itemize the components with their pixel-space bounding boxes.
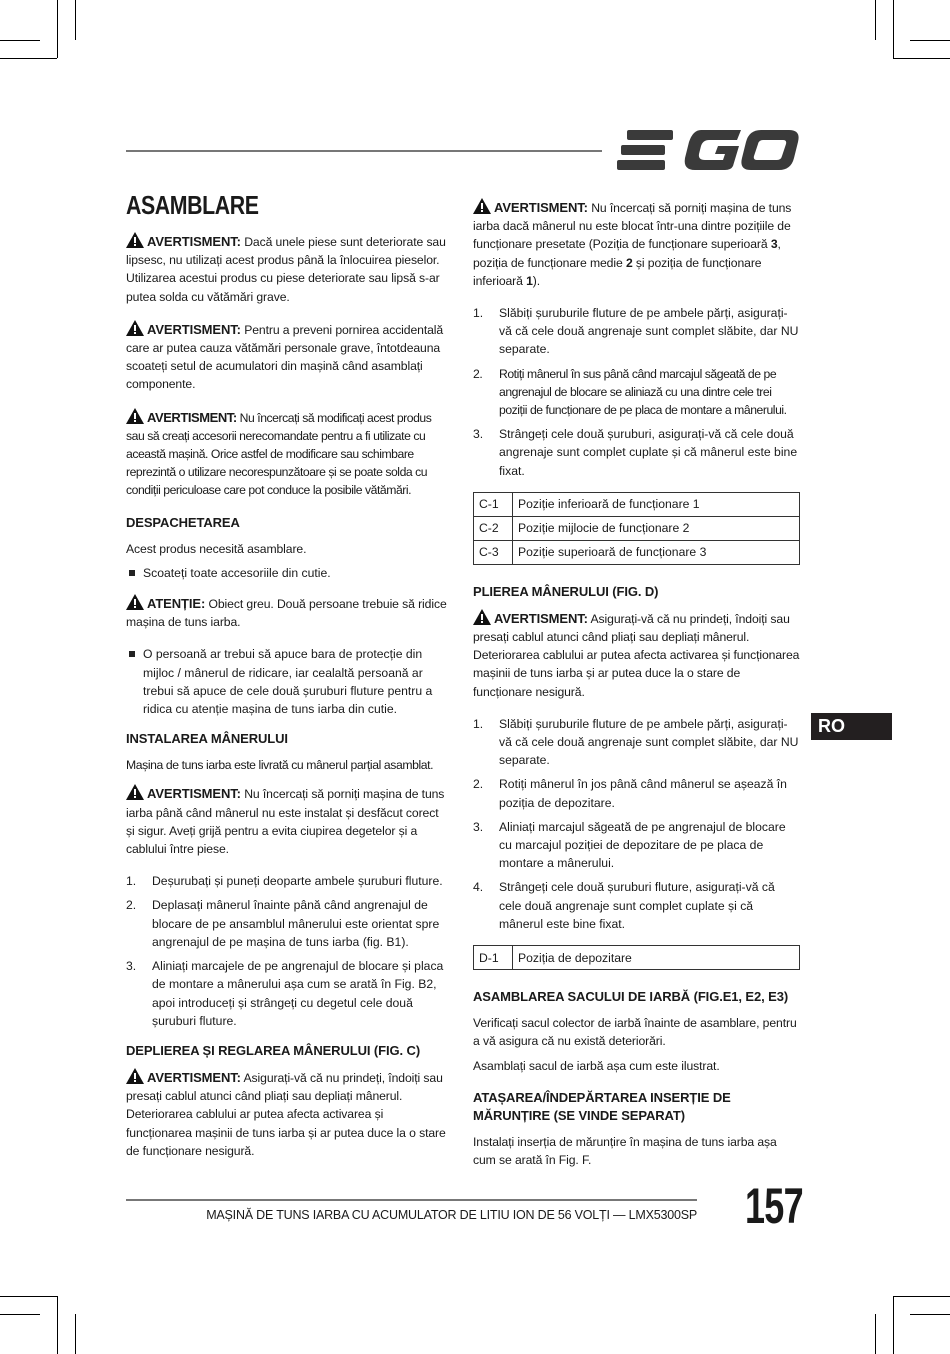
crop-mark <box>57 0 58 58</box>
list-item <box>473 365 800 420</box>
warning-icon <box>126 784 144 800</box>
warning-label: AVERTISMENT: <box>147 321 241 337</box>
warning-icon <box>126 594 144 610</box>
step-number: 2. <box>473 777 484 792</box>
crop-mark <box>75 1314 76 1354</box>
step-text: Deplasați mânerul înainte până când angrenajul de blocare de pe ansamblul mânerului este orientat spre angrenajul de pe mașina de tuns iarba (fig. B1). <box>152 898 440 949</box>
warning-text: Dacă unele piese sunt deteriorate sau lipsesc, nu utilizați acest produs până la înlocuirea pieselor. Utilizarea acestui produs cu piese deteriorate sau lipsă s-ar putea solda cu vătămări grave. <box>126 235 446 304</box>
language-tab: RO <box>811 713 892 740</box>
crop-mark <box>893 58 950 59</box>
step-number: 2. <box>126 898 137 913</box>
caution-paragraph <box>126 594 450 631</box>
table-cell: C-3 <box>474 540 513 564</box>
step-number: 3. <box>473 819 484 834</box>
unpack-text: Acest produs necesită asamblare. <box>126 541 307 556</box>
step-number: 3. <box>126 959 137 974</box>
step-text: Slăbiți șuruburile fluture de pe ambele părți, asigurați-vă că cele două angrenaje sunt complet slăbite, dar NU separate. <box>499 716 799 768</box>
list-item <box>473 878 800 933</box>
warning-paragraph <box>473 198 800 290</box>
bag-text: Asamblați sacul de iarbă așa cum este ilustrat. <box>473 1058 720 1073</box>
right-column <box>473 198 800 1183</box>
install-text: Mașina de tuns iarba este livrată cu mânerul parțial asamblat. <box>126 758 434 773</box>
warning-label: AVERTISMENT: <box>147 786 241 802</box>
crop-mark <box>75 0 76 40</box>
list-item <box>473 425 800 480</box>
crop-mark <box>893 1296 950 1297</box>
step-text: Aliniați marcajul săgeată de pe angrenajul de blocare cu marcajul poziției de depozitare de pe placa de montare a mânerului. <box>499 819 786 871</box>
fold-steps <box>473 715 800 933</box>
list-item <box>473 715 800 770</box>
step-number: 3. <box>473 427 484 442</box>
list-item: Scoateți toate accesoriile din cutie. <box>126 564 450 582</box>
table-row <box>474 540 800 564</box>
warning-paragraph <box>126 784 450 858</box>
warning-paragraph <box>126 232 450 306</box>
warning-label: AVERTISMENT: <box>494 610 588 626</box>
list-item <box>473 775 800 811</box>
table-cell: C-2 <box>474 516 513 540</box>
warning-text: , poziția de funcționare medie <box>473 237 781 270</box>
step-text: Aliniați marcajele de pe angrenajul de blocare și placa de montare a mânerului așa cum se arată în Fig. B2, apoi introduceți și strângeți cu degetul cele două șuruburi fluture. <box>152 959 444 1028</box>
warning-label: AVERTISMENT: <box>147 1069 241 1085</box>
unpack-list <box>126 564 450 582</box>
warning-text: Asigurați-vă că nu prindeți, îndoiți sau presați cablul atunci când pliați sau depliați mânerul. Deteriorarea cablului ar putea afecta activarea și funcționarea mașinii de tuns iarba și ar putea duce la o stare de funcționare nesigură. <box>473 611 800 699</box>
header-rule <box>126 150 602 152</box>
warning-paragraph <box>473 609 800 701</box>
positions-table <box>473 492 800 565</box>
warning-label: AVERTISMENT: <box>147 409 237 425</box>
step-number: 2. <box>473 366 483 381</box>
warning-icon <box>473 609 491 625</box>
warning-icon <box>473 198 491 214</box>
position-number: 2 <box>625 255 633 270</box>
crop-mark <box>0 58 57 59</box>
crop-mark <box>893 1296 894 1354</box>
warning-text: ). <box>532 273 541 288</box>
section-heading-fold: PLIEREA MÂNERULUI (FIG. D) <box>473 583 659 599</box>
adjust-steps <box>473 304 800 480</box>
crop-mark <box>910 40 950 41</box>
warning-icon <box>126 1068 144 1084</box>
footer-rule <box>126 1199 697 1201</box>
step-text: Deșurubați și puneți deoparte ambele șuruburi fluture. <box>152 874 443 889</box>
list-item <box>473 304 800 359</box>
crop-mark <box>875 0 876 40</box>
section-heading-unpacking: DESPACHETAREA <box>126 514 240 530</box>
list-item <box>126 957 450 1030</box>
warning-text: Nu încercați să porniți mașina de tuns iarba până când mânerul nu este instalat și desfăcut corect și sigur. Aveți grijă pentru a evita ciupirea degetelor și a cablului între piese. <box>126 787 445 857</box>
list-item <box>473 818 800 873</box>
ego-logo <box>617 128 799 172</box>
warning-label: AVERTISMENT: <box>494 200 588 215</box>
step-text: Rotiți mânerul în sus până când marcajul săgeată de pe angrenajul de blocare se aliniază cu una dintre cele trei poziții de funcționare de pe placa de montare a mânerului. <box>499 366 787 418</box>
left-column <box>126 190 450 1174</box>
warning-icon <box>126 232 144 248</box>
footer-text: MAȘINĂ DE TUNS IARBA CU ACUMULATOR DE LITIU ION DE 56 VOLȚI — LMX5300SP <box>206 1208 697 1222</box>
step-text: Rotiți mânerul în jos până când mânerul se așează în poziția de depozitare. <box>499 777 787 810</box>
table-cell: Poziția de depozitare <box>513 946 800 970</box>
crop-mark <box>893 0 894 58</box>
section-heading-unfold: DEPLIEREA ȘI REGLAREA MÂNERULUI (FIG. C) <box>126 1042 421 1058</box>
step-number: 1. <box>473 716 484 731</box>
page-number: 157 <box>745 1178 803 1234</box>
install-steps <box>126 872 450 1030</box>
warning-text: Asigurați-vă că nu prindeți, îndoiți sau presați cablul atunci când pliați sau depliați mânerul. Deteriorarea cablului ar putea afecta activarea și funcționarea mașinii de tuns iarba și ar putea duce la o stare de funcționare nesigură. <box>126 1070 446 1158</box>
table-cell: D-1 <box>474 946 513 970</box>
crop-mark <box>875 1314 876 1354</box>
list-item <box>126 896 450 951</box>
caution-text: Obiect greu. Două persoane trebuie să ridice mașina de tuns iarba. <box>126 597 447 630</box>
section-heading-grass-bag: ASAMBLAREA SACULUI DE IARBĂ (FIG.E1, E2, E3) <box>473 989 789 1005</box>
list-item <box>126 872 450 890</box>
step-number: 4. <box>473 880 484 895</box>
warning-text: Nu încercați să modificați acest produs sau să creați accesorii nerecomandate pentru a fi utilizate cu această mașină. Orice astfel de modificare sau schimbare reprezintă o utilizare necorespunzătoare și se poate solda cu condiții periculoase care pot conduce la posibile vătămări. <box>126 410 432 498</box>
step-text: Strângeți cele două șuruburi fluture, asigurați-vă că cele două angrenaje sunt complet cuplate și că mânerul este bine fixat. <box>499 880 775 931</box>
step-text: Slăbiți șuruburile fluture de pe ambele părți, asigurați-vă că cele două angrenaje sunt complet slăbite, dar NU separate. <box>499 306 799 357</box>
warning-icon <box>126 320 144 336</box>
section-heading-install: INSTALAREA MÂNERULUI <box>126 731 288 747</box>
table-row <box>474 492 800 516</box>
crop-mark <box>0 1296 57 1297</box>
crop-mark <box>57 1296 58 1354</box>
position-number: 1 <box>526 273 533 288</box>
step-number: 1. <box>126 874 137 889</box>
unpack-list <box>126 645 450 718</box>
warning-paragraph <box>126 1068 450 1160</box>
warning-paragraph <box>126 320 450 394</box>
warning-text: și poziția de funcționare inferioară <box>473 255 762 288</box>
list-item: O persoană ar trebui să apuce bara de protecție din mijloc / mânerul de ridicare, iar cealaltă persoană ar trebui să apuce de cele două șuruburi fluture pentru a ridica cu atenție mașina de tuns iarba din cutie. <box>126 645 450 718</box>
warning-icon <box>126 408 144 424</box>
table-row <box>474 516 800 540</box>
warning-paragraph <box>126 408 450 500</box>
page-title: ASAMBLARE <box>126 190 259 220</box>
warning-text: Pentru a preveni pornirea accidentală care ar putea cauza vătămări personale grave, întotdeauna scoateți setul de acumulatori din mașină când asamblați componente. <box>126 322 444 392</box>
crop-mark <box>910 1314 950 1315</box>
crop-mark <box>0 1314 40 1315</box>
position-number: 3 <box>770 237 778 252</box>
step-text: Strângeți cele două șuruburi, asigurați-vă că cele două angrenaje sunt complet cuplate și că mânerul este bine fixat. <box>499 427 798 478</box>
table-cell: Poziție mijlocie de funcționare 2 <box>513 516 800 540</box>
bag-text: Verificați sacul colector de iarbă înainte de asamblare, pentru a vă asigura că nu există deteriorări. <box>473 1016 797 1049</box>
table-row <box>474 946 800 970</box>
warning-text: Nu încercați să porniți mașina de tuns iarba dacă mânerul nu este blocat într-una dintre pozițiile de funcționare presetate (Poziția de funcționare superioară <box>473 201 792 252</box>
table-cell: C-1 <box>474 492 513 516</box>
caution-label: ATENȚIE: <box>147 596 206 612</box>
storage-table <box>473 945 800 970</box>
warning-label: AVERTISMENT: <box>147 234 241 249</box>
table-cell: Poziție inferioară de funcționare 1 <box>513 492 800 516</box>
section-heading-mulch: ATAȘAREA/ÎNDEPĂRTAREA INSERȚIE DE MĂRUNȚIRE (SE VINDE SEPARAT) <box>473 1089 731 1123</box>
mulch-text: Instalați inserția de mărunțire în mașina de tuns iarba așa cum se arată în Fig. F. <box>473 1134 777 1167</box>
step-number: 1. <box>473 306 484 321</box>
table-cell: Poziție superioară de funcționare 3 <box>513 540 800 564</box>
crop-mark <box>0 40 40 41</box>
